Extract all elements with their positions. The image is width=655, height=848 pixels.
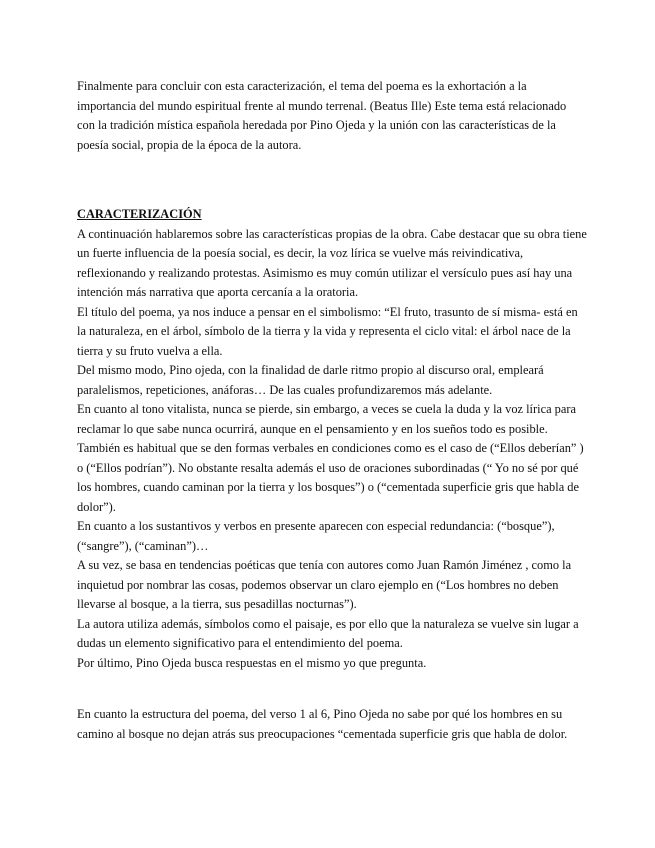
section-paragraph: A su vez, se basa en tendencias poéticas que tenía con autores como Juan Ramón Jiménez , como la inquietud por nombrar las cosas, podemos observar un claro ejemplo en (“Los hombres no deben llevarse al bosque, a la tierra, sus pesadillas nocturnas”). — [77, 558, 572, 611]
section-paragraph: Por último, Pino Ojeda busca respuestas en el mismo yo que pregunta. — [77, 655, 427, 670]
section-paragraph: En cuanto a los sustantivos y verbos en presente aparecen con especial redundancia: (“bosque”), (“sangre”), (“caminan”)… — [77, 519, 555, 553]
intro-block — [77, 77, 587, 155]
section-paragraph: A continuación hablaremos sobre las características propias de la obra. Cabe destacar que su obra tiene un fuerte influencia de la poesía social, es decir, la voz lírica se vuelve más reivindicativa, reflexionando y realizando protestas. Asimismo es muy común utilizar el versículo pues así hay una intención más narrativa que aporta cercanía a la oratoria. — [77, 226, 587, 299]
caracterizacion-section — [77, 205, 587, 673]
section-paragraph: Del mismo modo, Pino ojeda, con la finalidad de darle ritmo propio al discurso oral, empleará paralelismos, repeticiones, anáforas… De las cuales profundizaremos más adelante. — [77, 363, 544, 397]
section-paragraph: La autora utiliza además, símbolos como el paisaje, es por ello que la naturaleza se vuelve sin lugar a dudas un elemento significativo para el entendimiento del poema. — [77, 616, 579, 650]
structure-paragraph: En cuanto la estructura del poema, del verso 1 al 6, Pino Ojeda no sabe por qué los hombres en su camino al bosque no dejan atrás sus preocupaciones “cementada superficie gris que habla de dolor. — [77, 707, 568, 741]
section-heading: CARACTERIZACIÓN — [77, 207, 202, 221]
section-paragraph: El título del poema, ya nos induce a pensar en el simbolismo: “El fruto, trasunto de sí misma- está en la naturaleza, en el árbol, símbolo de la tierra y la vida y representa el ciclo vital: el árbol nace de la tierra y su fruto vuelva a ella. — [77, 304, 578, 358]
section-paragraph: También es habitual que se den formas verbales en condiciones como es el caso de (“Ellos deberían” ) o (“Ellos podrían”). No obstante resalta además el uso de oraciones subordinadas (“ Yo no sé por qué los hombres, cuando caminan por la tierra y los bosques”) o (“cementada superficie gris que habla de dolor”). — [77, 441, 584, 514]
section-paragraph: En cuanto al tono vitalista, nunca se pierde, sin embargo, a veces se cuela la duda y la voz lírica para reclamar lo que sabe nunca ocurrirá, aunque en el pensamiento y en los sueños todo es posible. — [77, 402, 576, 436]
structure-block — [77, 705, 587, 744]
intro-paragraph: Finalmente para concluir con esta caracterización, el tema del poema es la exhortación a la importancia del mundo espiritual frente al mundo terrenal. (Beatus Ille) Este tema está relacionado con la tradición mística española heredada por Pino Ojeda y la unión con las características de la poesía social, propia de la época de la autora. — [77, 79, 567, 152]
